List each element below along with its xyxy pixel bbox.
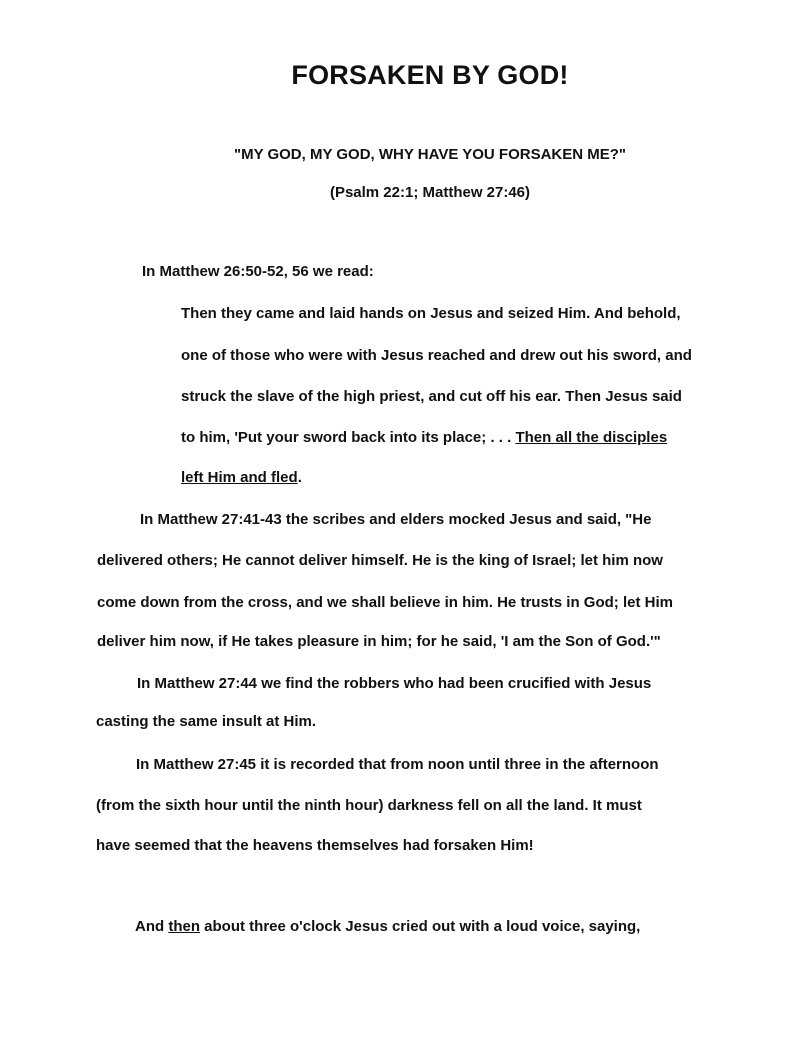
para1-line-4: deliver him now, if He takes pleasure in him; for he said, 'I am the Son of God.'" <box>97 633 661 650</box>
para1-line-3: come down from the cross, and we shall believe in him. He trusts in God; let Him <box>97 594 673 611</box>
para4-line-1 <box>135 918 640 935</box>
quote-line-4 <box>181 429 667 446</box>
document-title: FORSAKEN BY GOD! <box>291 60 569 90</box>
quote-line-4-text: to him, 'Put your sword back into its place; . . . <box>181 429 516 446</box>
para1-line-2: delivered others; He cannot deliver himself. He is the king of Israel; let him now <box>97 552 663 569</box>
document-subtitle: "MY GOD, MY GOD, WHY HAVE YOU FORSAKEN ME?" <box>233 146 627 163</box>
quote-line-5 <box>181 469 302 486</box>
quote-line-1: Then they came and laid hands on Jesus and seized Him. And behold, <box>181 305 681 322</box>
quote-line-2: one of those who were with Jesus reached and drew out his sword, and <box>181 347 692 364</box>
quote-line-3: struck the slave of the high priest, and cut off his ear. Then Jesus said <box>181 388 682 405</box>
para3-line-2: (from the sixth hour until the ninth hour) darkness fell on all the land. It must <box>96 797 642 814</box>
para3-line-1: In Matthew 27:45 it is recorded that from noon until three in the afternoon <box>136 756 659 773</box>
intro-line: In Matthew 26:50-52, 56 we read: <box>142 263 374 280</box>
scripture-reference: (Psalm 22:1; Matthew 27:46) <box>329 184 531 201</box>
para4-rest: about three o'clock Jesus cried out with a loud voice, saying, <box>200 918 641 935</box>
para4-start: And <box>135 918 169 935</box>
para1-line-1: In Matthew 27:41-43 the scribes and elders mocked Jesus and said, "He <box>140 511 652 528</box>
quote-line-5-underlined: left Him and fled <box>181 469 298 486</box>
para3-line-3: have seemed that the heavens themselves had forsaken Him! <box>96 837 534 854</box>
para4-underlined: then <box>168 918 200 935</box>
quote-line-4-underlined: Then all the disciples <box>515 429 668 446</box>
quote-line-5-end: . <box>297 469 302 486</box>
para2-line-1: In Matthew 27:44 we find the robbers who had been crucified with Jesus <box>137 675 652 692</box>
para2-line-2: casting the same insult at Him. <box>96 713 317 730</box>
